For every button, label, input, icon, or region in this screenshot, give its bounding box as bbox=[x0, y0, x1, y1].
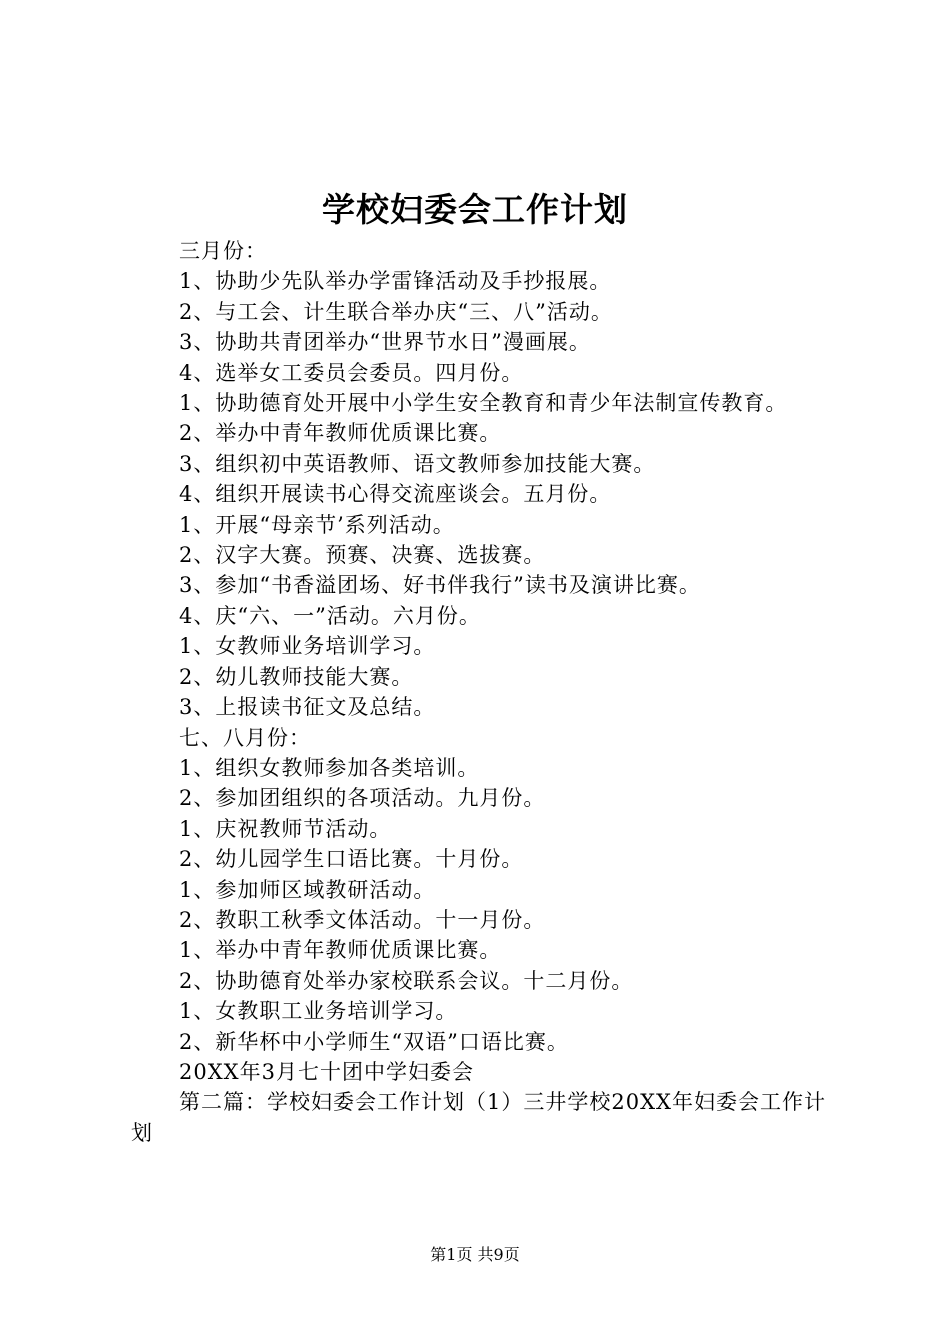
paragraph: 3、参加“书香溢团场、好书伴我行”读书及演讲比赛。 bbox=[179, 573, 701, 598]
paragraph: 20XX年3月七十团中学妇委会 bbox=[179, 1059, 474, 1084]
page-footer: 第1页 共9页 bbox=[430, 1245, 520, 1264]
paragraph: 4、组织开展读书心得交流座谈会。五月份。 bbox=[179, 482, 612, 507]
paragraph: 4、庆“六、一”活动。六月份。 bbox=[179, 603, 481, 628]
paragraph: 1、参加师区域教研活动。 bbox=[179, 877, 436, 902]
paragraph: 1、协助德育处开展中小学生安全教育和青少年法制宣传教育。 bbox=[179, 391, 788, 416]
paragraph: 七、八月份： bbox=[179, 725, 311, 750]
paragraph: 1、举办中青年教师优质课比赛。 bbox=[179, 938, 502, 963]
paragraph: 2、教职工秋季文体活动。十一月份。 bbox=[179, 907, 546, 932]
paragraph: 2、幼儿教师技能大赛。 bbox=[179, 664, 414, 689]
paragraph: 3、组织初中英语教师、语文教师参加技能大赛。 bbox=[179, 451, 656, 476]
paragraph: 1、庆祝教师节活动。 bbox=[179, 816, 392, 841]
document-title: 学校妇委会工作计划 bbox=[322, 190, 628, 229]
paragraph: 1、协助少先队举办学雷锋活动及手抄报展。 bbox=[179, 269, 612, 294]
paragraph: 1、女教职工业务培训学习。 bbox=[179, 999, 458, 1024]
paragraph: 2、幼儿园学生口语比赛。十月份。 bbox=[179, 847, 524, 872]
paragraph: 2、新华杯中小学师生“双语”口语比赛。 bbox=[179, 1029, 569, 1054]
paragraph: 3、协助共青团举办“世界节水日”漫画展。 bbox=[179, 330, 591, 355]
document-body bbox=[131, 236, 831, 1148]
paragraph: 2、参加团组织的各项活动。九月份。 bbox=[179, 786, 546, 811]
paragraph: 2、举办中青年教师优质课比赛。 bbox=[179, 421, 502, 446]
paragraph: 2、汉字大赛。预赛、决赛、选拔赛。 bbox=[179, 543, 546, 568]
paragraph: 1、组织女教师参加各类培训。 bbox=[179, 755, 480, 780]
paragraph: 3、上报读书征文及总结。 bbox=[179, 695, 436, 720]
paragraph: 三月份： bbox=[179, 239, 267, 263]
paragraph: 1、开展“母亲节’系列活动。 bbox=[179, 512, 455, 537]
paragraph: 4、选举女工委员会委员。四月份。 bbox=[179, 360, 524, 385]
paragraph: 2、协助德育处举办家校联系会议。十二月份。 bbox=[179, 968, 634, 993]
paragraph: 第二篇：学校妇委会工作计划（1）三井学校20XX年妇委会工作计划 bbox=[131, 1090, 826, 1145]
paragraph: 2、与工会、计生联合举办庆“三、八”活动。 bbox=[179, 299, 613, 324]
paragraph: 1、女教师业务培训学习。 bbox=[179, 634, 436, 659]
